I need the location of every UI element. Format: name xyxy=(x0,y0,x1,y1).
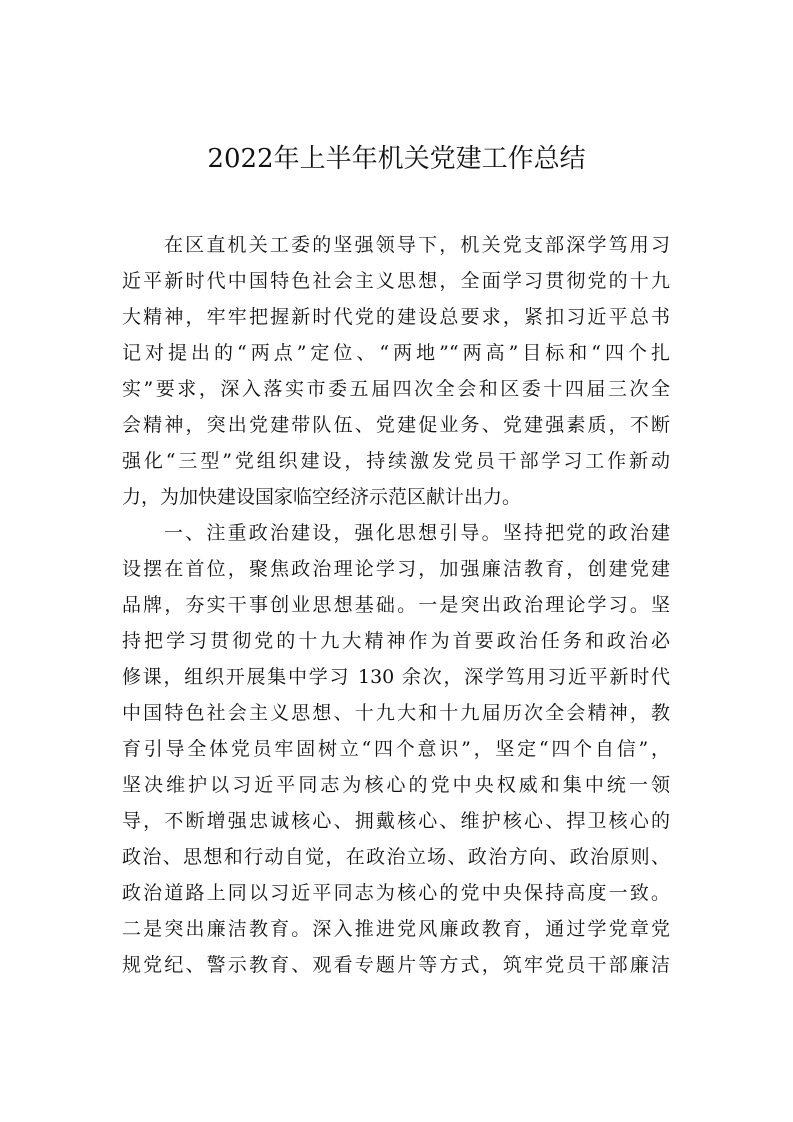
text-line: 在区直机关工委的坚强领导下，机关党支部深学笃用习 xyxy=(164,234,670,256)
text-line: 设摆在首位，聚焦政治理论学习，加强廉洁教育，创建党建 xyxy=(122,558,670,580)
text-line: 坚决维护以习近平同志为核心的党中央权威和集中统一领 xyxy=(122,774,670,796)
text-line: 强化“三型”党组织建设，持续激发党员干部学习工作新动 xyxy=(122,450,670,472)
text-line: 育引导全体党员牢固树立“四个意识”，坚定“四个自信”， xyxy=(122,738,670,760)
text-line: 二是突出廉洁教育。深入推进党风廉政教育，通过学党章党 xyxy=(122,918,670,940)
text-line: 规党纪、警示教育、观看专题片等方式，筑牢党员干部廉洁 xyxy=(122,954,670,976)
text-line: 中国特色社会主义思想、十九大和十九届历次全会精神，教 xyxy=(122,702,670,724)
text-line: 品牌，夯实干事创业思想基础。一是突出政治理论学习。坚 xyxy=(122,594,670,616)
text-line: 导，不断增强忠诚核心、拥戴核心、维护核心、捍卫核心的 xyxy=(122,810,670,832)
document-body xyxy=(122,227,670,983)
text-line: 记对提出的“两点”定位、“两地”“两高”目标和“四个扎 xyxy=(122,342,670,364)
text-line: 会精神，突出党建带队伍、党建促业务、党建强素质，不断 xyxy=(122,414,670,436)
text-line: 实”要求，深入落实市委五届四次全会和区委十四届三次全 xyxy=(122,378,670,400)
text-line: 持把学习贯彻党的十九大精神作为首要政治任务和政治必 xyxy=(122,630,670,652)
text-line: 政治、思想和行动自觉，在政治立场、政治方向、政治原则、 xyxy=(122,846,670,868)
text-line: 力，为加快建设国家临空经济示范区献计出力。 xyxy=(122,486,522,508)
text-line: 修课，组织开展集中学习 130 余次，深学笃用习近平新时代 xyxy=(122,666,670,688)
text-line: 政治道路上同以习近平同志为核心的党中央保持高度一致。 xyxy=(122,882,670,904)
paragraph-intro xyxy=(122,227,670,515)
text-line: 大精神，牢牢把握新时代党的建设总要求，紧扣习近平总书 xyxy=(122,306,670,328)
text-line: 一、注重政治建设，强化思想引导。坚持把党的政治建 xyxy=(164,522,670,544)
document-title: 2022年上半年机关党建工作总结 xyxy=(207,144,586,174)
paragraph-section-1 xyxy=(122,515,670,983)
text-line: 近平新时代中国特色社会主义思想，全面学习贯彻党的十九 xyxy=(122,270,670,292)
